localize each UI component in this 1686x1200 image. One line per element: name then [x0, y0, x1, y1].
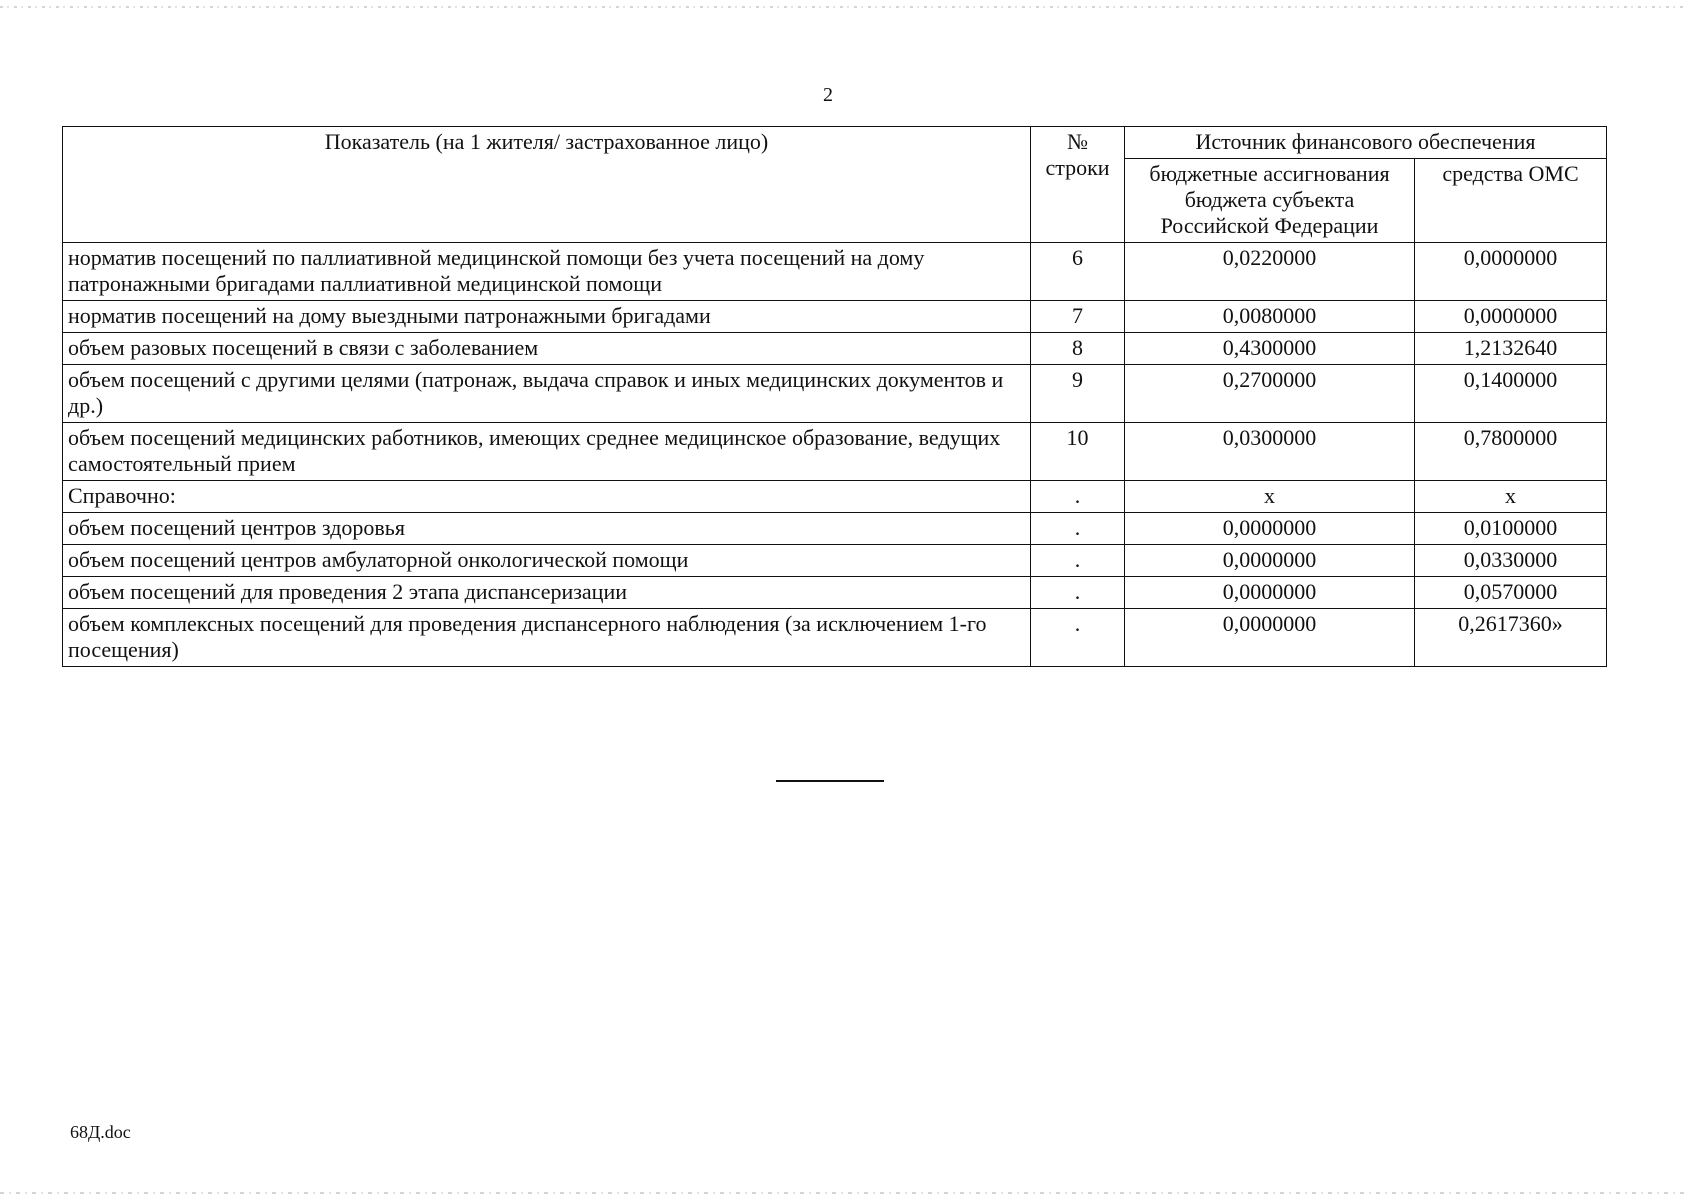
row-number: .	[1031, 545, 1125, 577]
table-row	[63, 423, 1607, 481]
row-number: 6	[1031, 243, 1125, 301]
row-oms-value: 0,7800000	[1415, 423, 1607, 481]
table-row	[63, 243, 1607, 301]
row-label: объем комплексных посещений для проведения диспансерного наблюдения (за исключением 1-го посещения)	[63, 609, 1031, 667]
table-row	[63, 609, 1607, 667]
row-number: 9	[1031, 365, 1125, 423]
row-budget-value: 0,0000000	[1125, 609, 1415, 667]
scan-edge-top	[0, 6, 1686, 8]
row-oms-value: 0,0330000	[1415, 545, 1607, 577]
row-oms-value: 0,0000000	[1415, 301, 1607, 333]
row-label: норматив посещений на дому выездными патронажными бригадами	[63, 301, 1031, 333]
row-oms-value: 0,0570000	[1415, 577, 1607, 609]
row-budget-value: 0,0220000	[1125, 243, 1415, 301]
row-number: .	[1031, 609, 1125, 667]
row-budget-value: 0,2700000	[1125, 365, 1415, 423]
row-budget-value: 0,0300000	[1125, 423, 1415, 481]
row-label: объем посещений центров амбулаторной онкологической помощи	[63, 545, 1031, 577]
table-row	[63, 577, 1607, 609]
row-budget-value: 0,0080000	[1125, 301, 1415, 333]
row-budget-value: 0,0000000	[1125, 545, 1415, 577]
row-label: Справочно:	[63, 481, 1031, 513]
row-label: объем посещений с другими целями (патронаж, выдача справок и иных медицинских документов и др.)	[63, 365, 1031, 423]
row-number: 10	[1031, 423, 1125, 481]
row-number: .	[1031, 481, 1125, 513]
row-label: объем разовых посещений в связи с заболеванием	[63, 333, 1031, 365]
row-budget-value: 0,0000000	[1125, 513, 1415, 545]
row-number: 8	[1031, 333, 1125, 365]
table-row	[63, 481, 1607, 513]
row-number: .	[1031, 577, 1125, 609]
row-oms-value: 0,2617360»	[1415, 609, 1607, 667]
data-table	[62, 126, 1607, 667]
end-separator-line	[776, 780, 884, 782]
row-oms-value: 1,2132640	[1415, 333, 1607, 365]
table-row	[63, 545, 1607, 577]
scan-edge-bottom	[0, 1192, 1686, 1194]
table-row	[63, 365, 1607, 423]
table-row	[63, 513, 1607, 545]
row-oms-value: 0,1400000	[1415, 365, 1607, 423]
header-row-no: № строки	[1031, 127, 1125, 243]
row-label: объем посещений для проведения 2 этапа диспансеризации	[63, 577, 1031, 609]
row-oms-value: 0,0100000	[1415, 513, 1607, 545]
table-row	[63, 333, 1607, 365]
row-label: норматив посещений по паллиативной медицинской помощи без учета посещений на дому патронажными бригадами паллиативной медицинской помощи	[63, 243, 1031, 301]
header-indicator: Показатель (на 1 жителя/ застрахованное лицо)	[63, 127, 1031, 243]
row-number: 7	[1031, 301, 1125, 333]
table-header	[63, 127, 1607, 243]
row-oms-value: 0,0000000	[1415, 243, 1607, 301]
row-budget-value: 0,4300000	[1125, 333, 1415, 365]
table-body	[63, 243, 1607, 667]
row-number: .	[1031, 513, 1125, 545]
header-budget: бюджетные ассигнования бюджета субъекта Российской Федерации	[1125, 159, 1415, 243]
row-oms-value: x	[1415, 481, 1607, 513]
document-filename: 68Д.doc	[70, 1122, 131, 1142]
row-label: объем посещений медицинских работников, имеющих среднее медицинское образование, ведущих самостоятельный прием	[63, 423, 1031, 481]
row-budget-value: x	[1125, 481, 1415, 513]
header-oms: средства ОМС	[1415, 159, 1607, 243]
header-funding-source: Источник финансового обеспечения	[1125, 127, 1607, 159]
row-label: объем посещений центров здоровья	[63, 513, 1031, 545]
row-budget-value: 0,0000000	[1125, 577, 1415, 609]
table-row	[63, 301, 1607, 333]
page-number: 2	[823, 84, 833, 106]
